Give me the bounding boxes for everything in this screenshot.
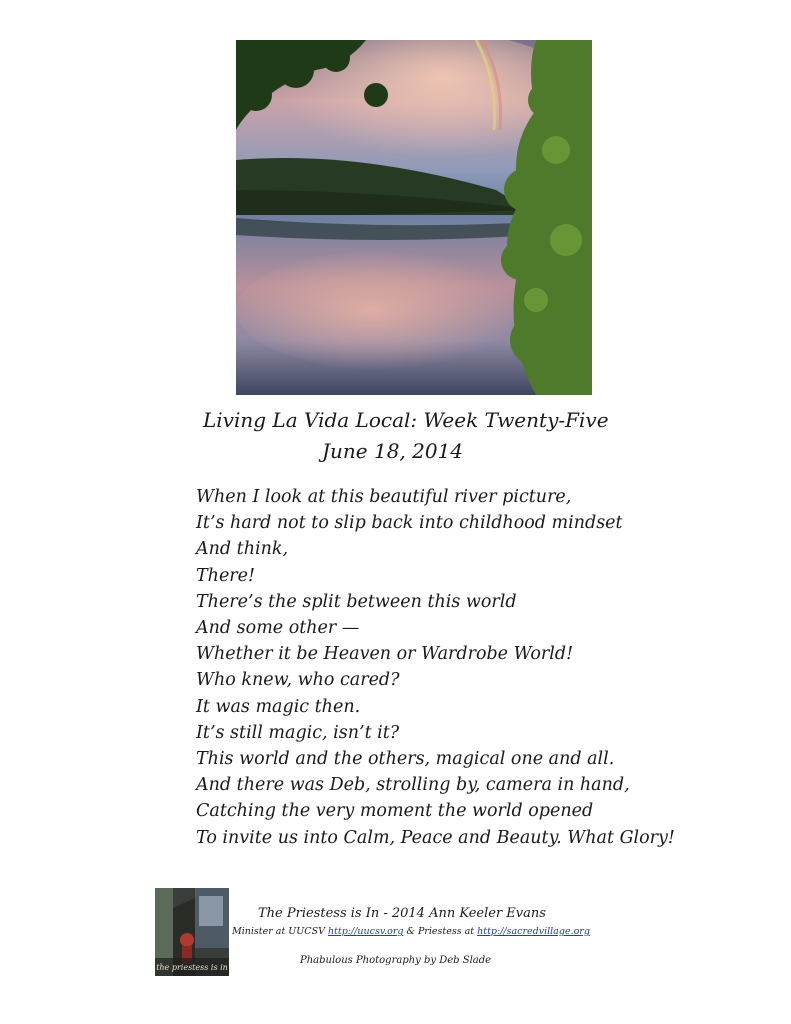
priestess-logo-image (155, 888, 229, 976)
poem-line: Whether it be Heaven or Wardrobe World! (196, 644, 574, 665)
poem-line: There’s the split between this world (196, 591, 517, 612)
sacredvillage-link[interactable]: http://sacredvillage.org (477, 926, 590, 937)
poem-line: This world and the others, magical one and all. (196, 749, 615, 770)
logo-caption: the priestess is in (156, 963, 228, 972)
photo-credit: Phabulous Photography by Deb Slade (300, 955, 492, 966)
affiliation-prefix: Minister at UUCSV (232, 926, 328, 937)
poem-line: Catching the very moment the world opened (196, 801, 594, 822)
poem-line: There! (196, 565, 256, 586)
page-title: Living La Vida Local: Week Twenty-Five (203, 408, 609, 432)
poem-line: It was magic then. (196, 696, 361, 717)
poem-line: When I look at this beautiful river picture, (196, 487, 572, 507)
poem-line: And some other — (196, 618, 360, 639)
page-date: June 18, 2014 (322, 439, 464, 463)
poem (196, 484, 736, 851)
uucsv-link[interactable]: http://uucsv.org (327, 926, 404, 937)
affiliation-line (232, 926, 590, 937)
affiliation-middle: & Priestess at (403, 926, 478, 937)
author-credit: The Priestess is In - 2014 Ann Keeler Evans (258, 906, 546, 921)
poem-line: And think, (196, 539, 289, 560)
river-rainbow-photo (236, 40, 592, 395)
poem-line: It’s still magic, isn’t it? (196, 722, 400, 743)
poem-line: Who knew, who cared? (196, 670, 400, 691)
poem-line: It’s hard not to slip back into childhood mindset (196, 513, 623, 534)
poem-line: To invite us into Calm, Peace and Beauty. What Glory! (196, 827, 675, 848)
poem-line: And there was Deb, strolling by, camera in hand, (196, 775, 630, 796)
